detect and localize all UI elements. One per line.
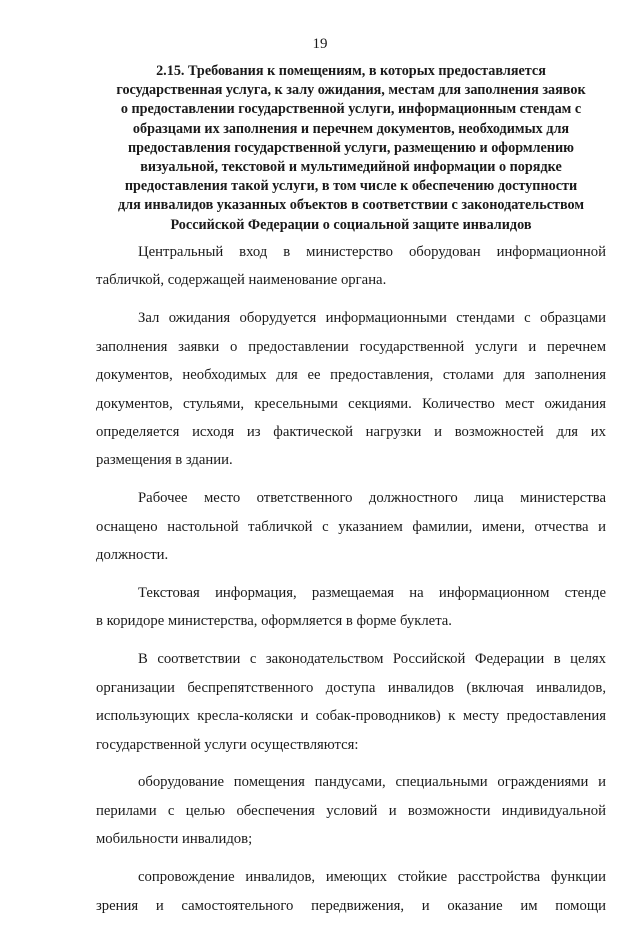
heading-line: 2.15. Требования к помещениям, в которых предоставляется [156,63,546,79]
heading-line: образцами их заполнения и перечнем документов, необходимых для [132,120,570,137]
document-body [96,238,606,929]
text-line: Текстовая информация, размещаемая на информационном стенде [138,584,606,601]
paragraph-central-entrance [96,238,606,295]
paragraph-waiting-hall [96,304,606,474]
heading-line: предоставления государственной услуги, размещению и оформлению [127,139,574,156]
heading-line: государственная услуга, к залу ожидания, местам для заполнения заявок [116,82,586,99]
section-heading [86,62,616,235]
paragraph-ramps [96,768,606,853]
text-line: заполнения заявки о предоставлении государственной услуги и перечнем [96,338,606,355]
text-line: перилами с целью обеспечения условий и возможности индивидуальной [96,802,606,819]
text-line: документов, стульями, кресельными секциями. Количество мест ожидания [96,395,606,412]
text-line: мобильности инвалидов; [96,831,253,848]
heading-line: для инвалидов указанных объектов в соответствии с законодательством [117,197,585,214]
text-line: государственной услуги осуществляются: [96,736,359,753]
text-line: оборудование помещения пандусами, специальными ограждениями и [138,774,606,791]
heading-line: Российской Федерации о социальной защите инвалидов [170,216,532,233]
text-line: в коридоре министерства, оформляется в форме буклета. [96,613,452,630]
heading-line: о предоставлении государственной услуги, информационным стендам с [120,101,582,118]
paragraph-text-info [96,579,606,636]
heading-line: визуальной, текстовой и мультимедийной информации о порядке [140,159,562,176]
text-line: размещения в здании. [96,452,233,469]
text-line: организации беспрепятственного доступа инвалидов (включая инвалидов, [96,679,606,696]
page-number: 19 [312,36,328,52]
text-line: табличкой, содержащей наименование органа. [96,272,387,289]
text-line: В соответствии с законодательством Российской Федерации в целях [138,651,606,668]
paragraph-accessibility [96,645,606,759]
text-line: определяется исходя из фактической нагрузки и возможностей для их [96,423,606,440]
text-line: Центральный вход в министерство оборудован информационной [138,244,606,260]
text-line: Рабочее место ответственного должностного лица министерства [138,490,606,507]
text-line: использующих кресла-коляски и собак-проводников) к месту предоставления [96,708,606,725]
paragraph-workplace [96,484,606,569]
paragraph-escort [96,863,606,920]
text-line: Зал ожидания оборудуется информационными стендами с образцами [138,310,606,327]
heading-line: предоставления такой услуги, в том числе к обеспечению доступности [124,178,578,195]
text-line: зрения и самостоятельного передвижения, и оказание им помощи [96,897,606,914]
text-line: оснащено настольной табличкой с указанием фамилии, имени, отчества и [96,518,606,535]
text-line: сопровождение инвалидов, имеющих стойкие расстройства функции [138,869,606,886]
text-line: документов, необходимых для ее предоставления, столами для заполнения [96,367,606,384]
text-line: должности. [96,547,169,564]
